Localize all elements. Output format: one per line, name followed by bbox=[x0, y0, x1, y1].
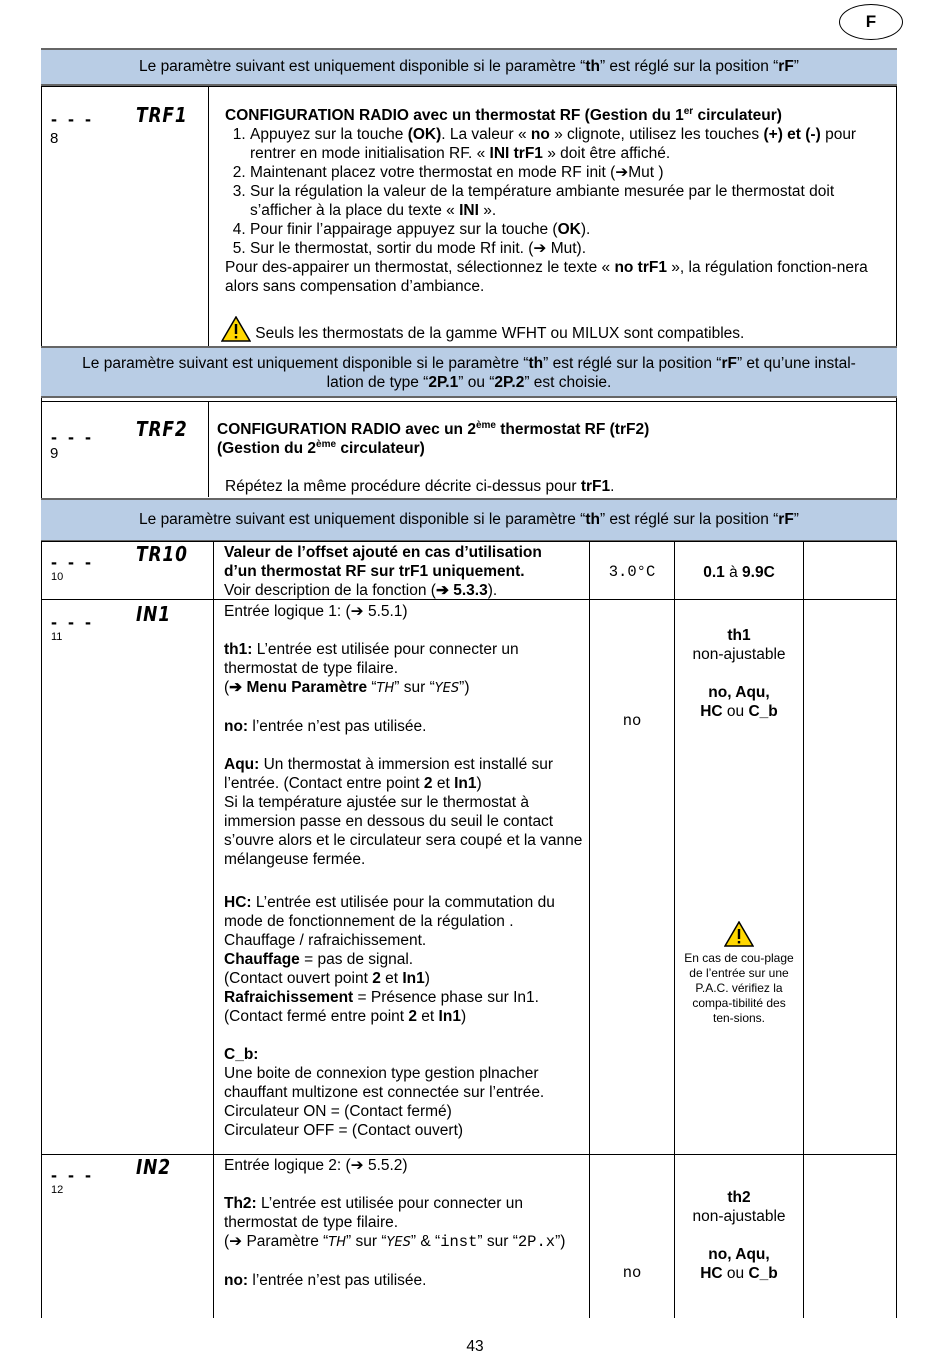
in1-default: no bbox=[622, 712, 642, 730]
param-dashes: - - - bbox=[51, 1165, 94, 1185]
tr10-range: 0.1 à 9.9C bbox=[703, 564, 775, 581]
language-badge: F bbox=[839, 4, 903, 40]
param-code-in2: IN2 bbox=[136, 1155, 171, 1179]
in2-default: no bbox=[622, 1264, 642, 1282]
compatibility-warning: Seuls les thermostats de la gamme WFHT ou MILUX sont compatibles. bbox=[221, 316, 881, 343]
warning-triangle-icon bbox=[221, 316, 251, 342]
param-dashes: - - - bbox=[51, 109, 94, 129]
in1-description: Entrée logique 1: (➔ 5.5.1) th1: L’entrée est utilisée pour connecter un thermostat de type filaire. (➔ Menu Paramètre “TH” sur “YES”) no: l’entrée n’est pas utilisée. Aqu: Un thermostat à immersion est installé sur l’entrée. (Contact entre point 2 et In1) Si la température ajustée sur le thermostat à immersion passe en dessous du seuil le contact s’ouvre alors et le circulateur sera coupé et la vanne mélangeuse fermée. HC: L’entrée est utilisée pour la commutation du mode de fonctionnement de la régulation . Chauffage / rafraichissement. Chauffage = pas de signal. (Contact ouvert point 2 et In1) Rafraichissement = Présence phase sur In1. (Contact fermé entre point 2 et In1) C_b: Une boite de connexion type gestion plnacher chauffant multizone est connectée sur l’entrée. Circulateur ON = (Contact fermé) Circulateur OFF = (Contact ouvert) bbox=[224, 603, 583, 1139]
in1-heatpump-note: En cas de cou-plage de l’entrée sur une P.A.C. vérifiez la compa-tibilité des ten-sions. bbox=[681, 921, 797, 1026]
param-number: 10 bbox=[51, 571, 64, 583]
page-number: 43 bbox=[466, 1338, 484, 1355]
param-number: 12 bbox=[51, 1184, 64, 1196]
tr10-default: 3.0°C bbox=[608, 563, 656, 581]
param-dashes: - - - bbox=[51, 552, 94, 572]
param-code-tr10: TR10 bbox=[136, 542, 188, 566]
parameter-table bbox=[41, 48, 897, 1318]
tr10-description: Valeur de l’offset ajouté en cas d’utilisation d’un thermostat RF sur trF1 uniquement. Voir description de la fonction (➔ 5.3.3). bbox=[224, 544, 542, 599]
condition-banner-3: Le paramètre suivant est uniquement disponible si le paramètre “th” est réglé sur la position “rF” bbox=[41, 498, 897, 542]
param-code-trf1: TRF1 bbox=[136, 103, 188, 127]
param-number: 9 bbox=[50, 445, 59, 462]
condition-banner-1: Le paramètre suivant est uniquement disponible si le paramètre “th” est réglé sur la position “rF” bbox=[41, 48, 897, 86]
param-dashes: - - - bbox=[51, 612, 94, 632]
param-dashes: - - - bbox=[51, 427, 94, 447]
param-code-trf2: TRF2 bbox=[136, 417, 188, 441]
condition-banner-2: Le paramètre suivant est uniquement disponible si le paramètre “th” est réglé sur la position “rF” et qu’une instal- lation de type “2P.1” ou “2P.2” est choisie. bbox=[41, 346, 897, 398]
param-number: 8 bbox=[50, 130, 59, 147]
param-code-in1: IN1 bbox=[136, 602, 171, 626]
in2-range: th2 non-ajustable no, Aqu, HC ou C_b bbox=[692, 1189, 786, 1282]
trf1-description: CONFIGURATION RADIO avec un thermostat RF (Gestion du 1er circulateur) 1. Appuyez sur la touche (OK). La valeur « no » clignote, utilisez les touches (+) et (-) pour rentrer en mode initialisation RF. « INI trF1 » doit être affiché. 2. Maintenant placez votre thermostat en mode RF init (➔Mut ) 3. Sur la régulation la valeur de la température ambiante mesurée par le thermostat doit s’afficher à la place du texte « INI ». 4. Pour finir l’appairage appuyez sur la touche (OK). 5. Sur le thermostat, sortir du mode Rf init. (➔ Mut). Pour des-appairer un thermostat, sélectionnez le texte « no trF1 », la régulation fonction-nera alors sans compensation d’ambiance. bbox=[225, 106, 885, 296]
in2-description: Entrée logique 2: (➔ 5.5.2) Th2: L’entrée est utilisée pour connecter un thermostat de type filaire. (➔ Paramètre “TH” sur “YES” & “inst” sur “2P.x”) no: l’entrée n’est pas utilisée. bbox=[224, 1157, 566, 1289]
trf2-description: CONFIGURATION RADIO avec un 2ème thermostat RF (trF2) (Gestion du 2ème circulateur) Répétez la même procédure décrite ci-dessus pour trF1. bbox=[217, 419, 650, 495]
warning-triangle-icon bbox=[724, 921, 754, 947]
in1-range: th1 non-ajustable no, Aqu, HC ou C_b bbox=[692, 627, 786, 720]
param-number: 11 bbox=[51, 631, 63, 643]
